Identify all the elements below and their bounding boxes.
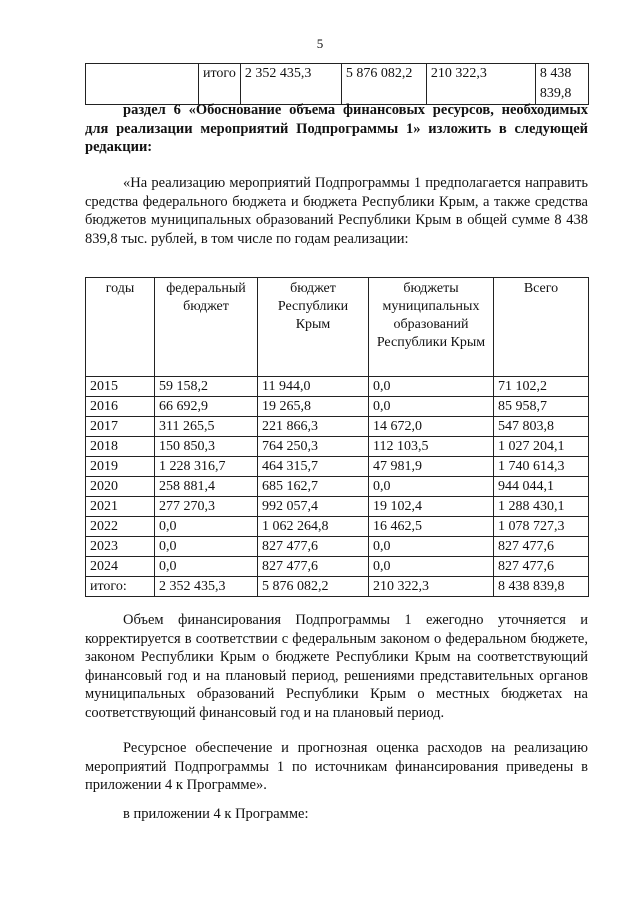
table-row (86, 537, 589, 557)
table-cell: 19 102,4 (369, 497, 494, 517)
table-cell: 2017 (86, 417, 155, 437)
table-cell: 0,0 (369, 397, 494, 417)
table-cell: 2019 (86, 457, 155, 477)
table-row (86, 477, 589, 497)
table-cell: 2021 (86, 497, 155, 517)
table-header-row (86, 278, 589, 377)
table-cell: 685 162,7 (258, 477, 369, 497)
table-cell: 258 881,4 (155, 477, 258, 497)
table-cell: 2 352 435,3 (155, 577, 258, 597)
table-cell: 944 044,1 (494, 477, 589, 497)
table-cell: 1 740 614,3 (494, 457, 589, 477)
table-cell-empty (86, 64, 199, 105)
table-total-row (86, 577, 589, 597)
column-header: бюджеты муниципальных образований Республики Крым (369, 278, 494, 377)
table-cell: 19 265,8 (258, 397, 369, 417)
table-cell: 2 352 435,3 (240, 64, 341, 105)
table-cell: 1 288 430,1 (494, 497, 589, 517)
table-cell: итого (199, 64, 241, 105)
resources-paragraph: Ресурсное обеспечение и прогнозная оценка расходов на реализацию мероприятий Подпрограммы 1 по источникам финансирования приведены в приложении 4 к Программе». (85, 740, 588, 793)
table-cell: 2020 (86, 477, 155, 497)
table-cell: 5 876 082,2 (341, 64, 426, 105)
table-cell: 2015 (86, 377, 155, 397)
table-row (86, 517, 589, 537)
column-header: бюджет Республики Крым (258, 278, 369, 377)
table-cell: 66 692,9 (155, 397, 258, 417)
table-cell: 1 062 264,8 (258, 517, 369, 537)
table-row (86, 557, 589, 577)
table-cell: 210 322,3 (369, 577, 494, 597)
table-cell: 0,0 (369, 537, 494, 557)
financing-table (85, 277, 589, 597)
table-cell: 827 477,6 (494, 557, 589, 577)
table-cell: 2023 (86, 537, 155, 557)
table-cell: 1 027 204,1 (494, 437, 589, 457)
table-cell: 764 250,3 (258, 437, 369, 457)
table-cell: 464 315,7 (258, 457, 369, 477)
table-cell: 0,0 (369, 377, 494, 397)
column-header: годы (86, 278, 155, 377)
page-number: 5 (316, 36, 324, 51)
table-cell: 14 672,0 (369, 417, 494, 437)
table-cell: 210 322,3 (426, 64, 535, 105)
table-cell: 47 981,9 (369, 457, 494, 477)
appendix-paragraph: в приложении 4 к Программе: (123, 806, 309, 822)
table-cell: 992 057,4 (258, 497, 369, 517)
table-cell: 2016 (86, 397, 155, 417)
table-cell: 547 803,8 (494, 417, 589, 437)
table-cell: 1 078 727,3 (494, 517, 589, 537)
table-cell: 277 270,3 (155, 497, 258, 517)
table-cell: 71 102,2 (494, 377, 589, 397)
financing-paragraph: Объем финансирования Подпрограммы 1 ежегодно уточняется и корректируется в соответствии с федеральным законом о федеральном бюджете, законом Республики Крым о бюджете Республики Крым на соответствующий финансовый год и на плановый период, решениями представительных органов муниципальных образований Республики Крым о местных бюджетах на соответствующий финансовый год и на плановый период. (85, 612, 588, 721)
table-row (86, 457, 589, 477)
table-cell: 221 866,3 (258, 417, 369, 437)
table-row (86, 64, 589, 105)
intro-paragraph: «На реализацию мероприятий Подпрограммы 1 предполагается направить средства федерального бюджета и бюджета Республики Крым, а также средства бюджетов муниципальных образований Республики Крым в общей сумме 8 438 839,8 тыс. рублей, в том числе по годам реализации: (85, 175, 588, 247)
column-header: федеральный бюджет (155, 278, 258, 377)
table-cell: 0,0 (369, 477, 494, 497)
table-cell: 0,0 (155, 557, 258, 577)
table-cell: 5 876 082,2 (258, 577, 369, 597)
section-heading: раздел 6 «Обоснование объема финансовых ресурсов, необходимых для реализации мероприятий Подпрограммы 1» изложить в следующей редакции: (85, 102, 588, 155)
table-cell: 2018 (86, 437, 155, 457)
table-cell: 311 265,5 (155, 417, 258, 437)
table-cell: 0,0 (155, 517, 258, 537)
table-cell: 2024 (86, 557, 155, 577)
table-cell: 2022 (86, 517, 155, 537)
table-cell: итого: (86, 577, 155, 597)
table-cell: 827 477,6 (494, 537, 589, 557)
table-cell: 16 462,5 (369, 517, 494, 537)
column-header: Всего (494, 278, 589, 377)
table-cell: 112 103,5 (369, 437, 494, 457)
table-row (86, 397, 589, 417)
table-cell: 11 944,0 (258, 377, 369, 397)
table-body (86, 377, 589, 597)
table-row (86, 497, 589, 517)
table-cell: 8 438 839,8 (535, 64, 588, 105)
table-cell: 59 158,2 (155, 377, 258, 397)
table-cell: 827 477,6 (258, 557, 369, 577)
table-cell: 0,0 (155, 537, 258, 557)
table-row (86, 437, 589, 457)
table-cell: 1 228 316,7 (155, 457, 258, 477)
table-cell: 150 850,3 (155, 437, 258, 457)
table-row (86, 377, 589, 397)
table-cell: 0,0 (369, 557, 494, 577)
table-cell: 85 958,7 (494, 397, 589, 417)
table-cell: 8 438 839,8 (494, 577, 589, 597)
table-cell: 827 477,6 (258, 537, 369, 557)
table-row (86, 417, 589, 437)
previous-table-total-row (85, 63, 589, 105)
